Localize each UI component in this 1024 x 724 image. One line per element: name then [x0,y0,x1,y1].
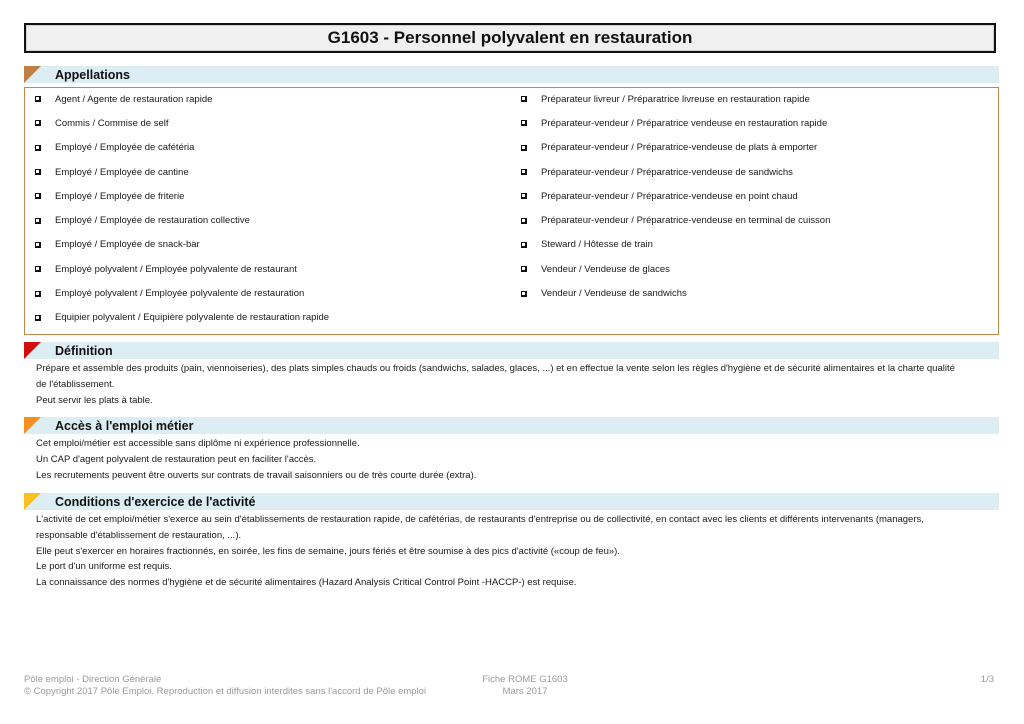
checkbox-bullet-icon [35,145,41,151]
checkbox-bullet-icon [35,218,41,224]
section-title: Définition [55,343,113,358]
appellation-item [35,281,329,305]
footer-copyright: © Copyright 2017 Pôle Emploi. Reproduction et diffusion interdites sans l'accord de Pôle emploi [24,686,427,697]
appellation-item [35,306,329,330]
appellations-list [24,87,999,335]
paragraph-line: La connaissance des normes d'hygiène et de sécurité alimentaires (Hazard Analysis Critical Control Point -HACCP-) est requise. [36,577,577,589]
appellations-column-left [35,88,329,331]
appellation-item [35,160,329,184]
conditions-text [36,512,986,591]
appellation-item [521,111,830,135]
appellation-item [35,233,329,257]
appellation-item [35,257,329,281]
checkbox-bullet-icon [521,120,527,126]
checkbox-bullet-icon [35,169,41,175]
appellation-label: Préparateur-vendeur / Préparatrice-vendeuse en terminal de cuisson [541,215,831,227]
section-header-definition [24,342,999,359]
appellation-item [521,281,830,305]
checkbox-bullet-icon [35,120,41,126]
paragraph-line: Un CAP d'agent polyvalent de restauration peut en faciliter l'accès. [36,453,317,465]
appellation-item [521,136,830,160]
section-title: Appellations [55,67,131,82]
section-header-appellations [24,66,999,83]
section-marker-icon [24,493,41,510]
appellation-label: Préparateur-vendeur / Préparatrice-vendeuse en point chaud [541,190,798,202]
appellation-item [35,184,329,208]
paragraph-line: responsable d'établissement de restauration, ...). [36,529,242,541]
appellation-label: Préparateur-vendeur / Préparatrice-vendeuse de plats à emporter [541,142,818,154]
checkbox-bullet-icon [35,96,41,102]
checkbox-bullet-icon [521,218,527,224]
paragraph-line: Elle peut s'exercer en horaires fractionnés, en soirée, les fins de semaine, jours fériés et être soumise à des pics d'activité («coup de feu»). [36,545,620,557]
appellation-item [521,233,830,257]
appellation-item [35,87,329,111]
checkbox-bullet-icon [35,242,41,248]
checkbox-bullet-icon [521,291,527,297]
checkbox-bullet-icon [521,193,527,199]
checkbox-bullet-icon [35,266,41,272]
appellation-label: Steward / Hôtesse de train [541,239,653,251]
appellation-label: Employé / Employée de friterie [55,190,185,202]
section-marker-icon [24,417,41,434]
appellation-label: Employé / Employée de restauration collective [55,215,250,227]
acces-text [36,436,986,483]
footer-org: Pôle emploi - Direction Générale [24,674,162,685]
paragraph-line: Les recrutements peuvent être ouverts sur contrats de travail saisonniers ou de très courte durée (extra). [36,469,477,481]
appellation-label: Employé polyvalent / Employée polyvalente de restaurant [55,263,297,275]
appellation-label: Equipier polyvalent / Equipière polyvalente de restauration rapide [55,312,330,324]
section-title: Conditions d'exercice de l'activité [55,494,256,509]
checkbox-bullet-icon [521,242,527,248]
checkbox-bullet-icon [35,291,41,297]
appellations-column-right [521,88,830,307]
footer-left [24,674,426,698]
checkbox-bullet-icon [521,266,527,272]
appellation-item [521,184,830,208]
definition-text [36,361,986,408]
footer-center [470,674,580,698]
checkbox-bullet-icon [521,145,527,151]
page-title: G1603 - Personnel polyvalent en restauration [24,23,996,53]
appellation-label: Employé / Employée de snack-bar [55,239,200,251]
appellation-label: Employé / Employée de cafétéria [55,142,195,154]
checkbox-bullet-icon [35,193,41,199]
checkbox-bullet-icon [521,96,527,102]
section-header-conditions [24,493,999,510]
section-header-acces [24,417,999,434]
footer-fiche: Fiche ROME G1603 [482,674,568,685]
paragraph-line: Peut servir les plats à table. [36,394,153,406]
paragraph-line: Le port d'un uniforme est requis. [36,561,172,573]
appellation-label: Vendeur / Vendeuse de glaces [541,263,670,275]
paragraph-line: Cet emploi/métier est accessible sans diplôme ni expérience professionnelle. [36,438,360,449]
paragraph-line: Prépare et assemble des produits (pain, viennoiseries), des plats simples chauds ou froids (sandwichs, salades, glaces, ...) et en effectue la vente selon les règles d'hygiène et de sécurité alimentaires et la charte qualité [36,363,955,374]
section-title: Accès à l'emploi métier [55,418,194,433]
section-marker-icon [24,342,41,359]
paragraph-line: de l'établissement. [36,378,115,390]
footer-page-number: 1/3 [980,674,994,685]
appellation-label: Commis / Commise de self [55,117,169,129]
appellation-item [521,208,830,232]
appellation-label: Préparateur-vendeur / Préparatrice vendeuse en restauration rapide [541,117,828,129]
appellation-label: Préparateur-vendeur / Préparatrice-vendeuse de sandwichs [541,166,793,178]
appellation-item [35,111,329,135]
appellation-label: Employé polyvalent / Employée polyvalente de restauration [55,288,305,300]
checkbox-bullet-icon [521,169,527,175]
appellation-item [521,160,830,184]
appellation-item [35,208,329,232]
appellation-item [521,87,830,111]
appellation-item [521,257,830,281]
appellation-label: Vendeur / Vendeuse de sandwichs [541,288,687,300]
appellation-label: Agent / Agente de restauration rapide [55,93,213,105]
paragraph-line: L'activité de cet emploi/métier s'exerce au sein d'établissements de restauration rapide, de cafétérias, de restaurants d'entreprise ou de collectivité, en contact avec les clients et différents intervenants (managers, [36,514,924,525]
checkbox-bullet-icon [35,315,41,321]
section-marker-icon [24,66,41,83]
appellation-label: Préparateur livreur / Préparatrice livreuse en restauration rapide [541,93,810,105]
appellation-label: Employé / Employée de cantine [55,166,189,178]
appellation-item [35,136,329,160]
footer-date: Mars 2017 [502,686,548,697]
